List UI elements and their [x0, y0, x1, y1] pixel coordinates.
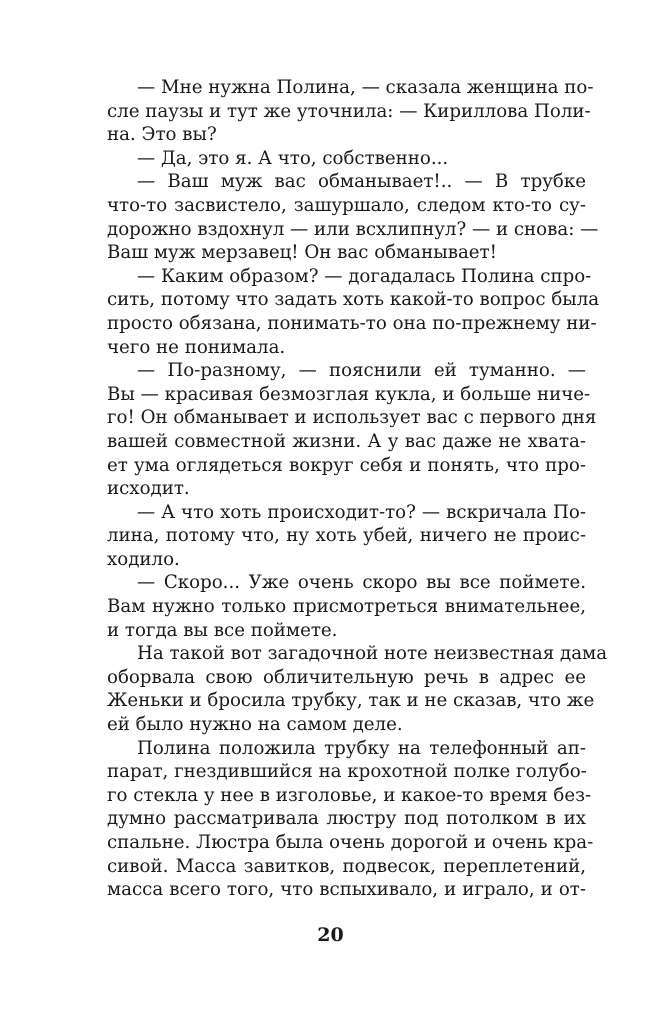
text-line: масса всего того, что вспыхивало, и играло, и от- — [107, 879, 586, 901]
text-line: и тогда вы все поймете. — [107, 619, 338, 641]
text-line: ет ума оглядеться вокруг себя и понять, что про- — [107, 454, 586, 476]
text-line: — Да, это я. А что, собственно... — [137, 147, 449, 169]
text-line: го! Он обманывает и использует вас с первого дня — [107, 407, 597, 429]
text-line: ходило. — [107, 548, 180, 570]
text-line: — Ваш муж вас обманывает!.. — В трубке — [137, 171, 586, 193]
text-line: сить, потому что задать хоть какой-то вопрос была — [107, 289, 600, 311]
text-line: — А что хоть происходит-то? — вскричала По- — [137, 501, 586, 523]
text-line: ей было нужно на самом деле. — [107, 714, 403, 736]
text-line: оборвала свою обличительную речь в адрес ее — [107, 666, 586, 688]
text-line: Вы — красивая безмозглая кукла, и больше ниче- — [107, 383, 591, 405]
text-line: Вам нужно только присмотреться внимательнее, — [107, 596, 586, 618]
text-line: Полина положила трубку на телефонный ап- — [137, 737, 586, 759]
text-line: Ваш муж мерзавец! Он вас обманывает! — [107, 242, 497, 264]
page-body-text — [107, 76, 608, 902]
text-line: дорожно вздохнул — или всхлипнул? — и снова: — — [107, 218, 599, 240]
text-line: на. Это вы? — [107, 124, 217, 146]
text-line: — Мне нужна Полина, — сказала женщина по- — [137, 77, 594, 98]
text-line: — Скоро... Уже очень скоро вы все поймете. — [137, 572, 586, 594]
text-line: На такой вот загадочной ноте неизвестная дама — [137, 643, 608, 665]
text-line: Женьки и бросила трубку, так и не сказав, что же — [107, 690, 595, 712]
text-line: го стекла у нее в изголовье, и какое-то время без- — [107, 784, 592, 806]
text-line: спальне. Люстра была очень дорогой и очень кра- — [107, 832, 594, 853]
text-line: вашей совместной жизни. А у вас даже не хвата- — [107, 430, 586, 452]
page-number: 20 — [317, 924, 344, 946]
text-line: просто обязана, понимать-то она по-прежнему ни- — [107, 312, 597, 334]
text-line: сивой. Масса завитков, подвесок, переплетений, — [107, 855, 586, 877]
text-line: парат, гнездившийся на крохотной полке голубо- — [107, 761, 587, 783]
text-line: думно рассматривала люстру под потолком в их — [107, 808, 586, 830]
text-line: лина, потому что, ну хоть убей, ничего не проис- — [107, 525, 586, 547]
text-line: — По-разному, — пояснили ей туманно. — — [137, 360, 586, 382]
text-line: чего не понимала. — [107, 336, 286, 358]
text-line: сле паузы и тут же уточнила: — Кириллова Поли- — [107, 100, 591, 122]
text-line: исходит. — [107, 478, 190, 500]
text-line: что-то засвистело, зашуршало, следом кто-то су- — [107, 194, 586, 216]
text-line: — Каким образом? — догадалась Полина спро- — [137, 265, 592, 287]
